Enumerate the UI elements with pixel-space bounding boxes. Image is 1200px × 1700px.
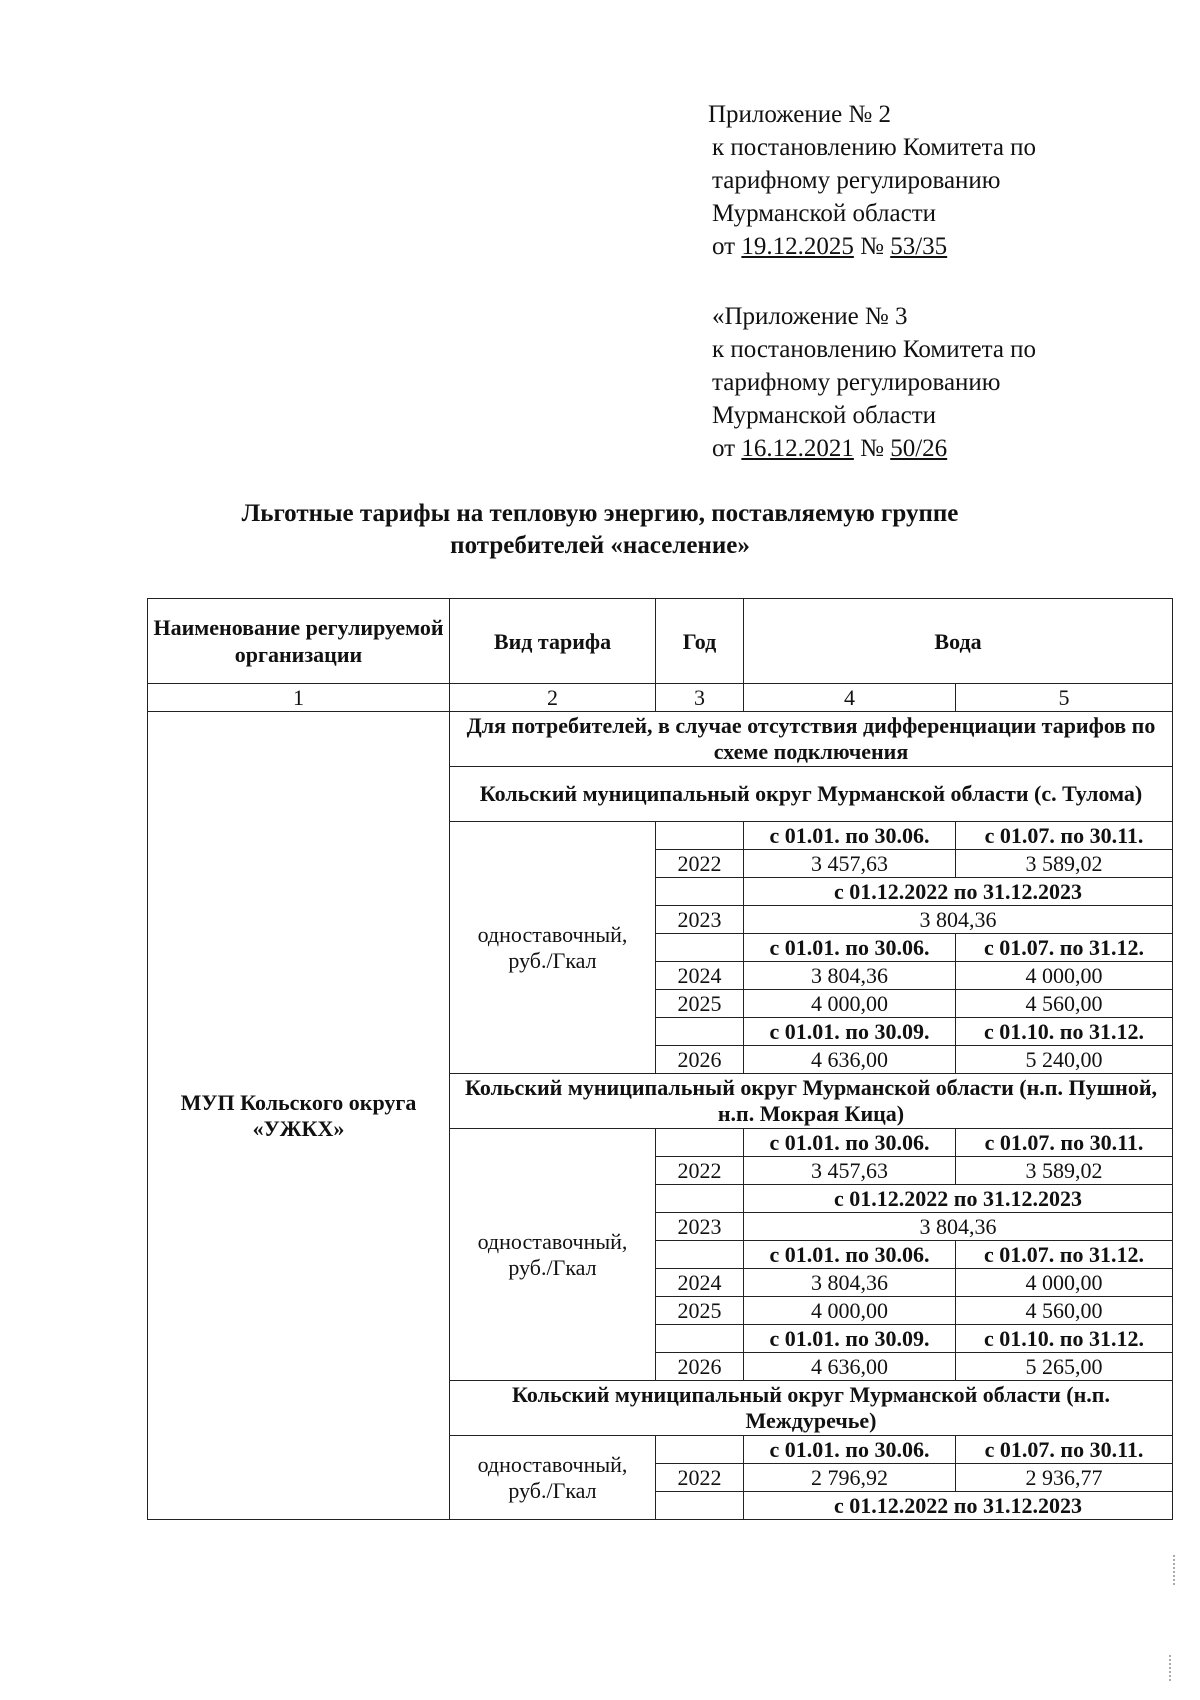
section-title: Кольский муниципальный округ Мурманской области (с. Тулома): [450, 767, 1173, 822]
document-title: Льготные тарифы на тепловую энергию, поставляемую группе потребителей «население»: [241, 500, 959, 559]
year-cell: 2022: [656, 1157, 744, 1185]
appendix-3-line2: к постановлению Комитета по: [712, 336, 1037, 363]
value-cell: 4 000,00: [744, 990, 956, 1018]
value-cell: 4 000,00: [956, 962, 1173, 990]
tariff-kind: одноставочный, руб./Гкал: [450, 1129, 656, 1381]
year-cell: 2023: [656, 906, 744, 934]
value-cell: 3 804,36: [744, 962, 956, 990]
value-cell: 3 457,63: [744, 850, 956, 878]
period-label: с 01.07. по 30.11.: [956, 822, 1173, 850]
appendix-3-line4: Мурманской области: [712, 402, 937, 429]
year-cell: 2024: [656, 962, 744, 990]
value-cell: 4 636,00: [744, 1046, 956, 1074]
scan-mark: [1173, 1555, 1178, 1585]
period-label: с 01.07. по 31.12.: [956, 1241, 1173, 1269]
value-cell: 5 240,00: [956, 1046, 1173, 1074]
year-cell: 2022: [656, 1464, 744, 1492]
appendix-3-line3: тарифному регулированию: [712, 369, 1001, 396]
tariff-kind: одноставочный, руб./Гкал: [450, 1436, 656, 1520]
tariff-table: [147, 598, 1173, 1520]
column-number-row: 1 2 3 4 5: [148, 684, 1173, 712]
section-title: Кольский муниципальный округ Мурманской области (н.п. Междуречье): [450, 1381, 1173, 1436]
period-label: с 01.01. по 30.06.: [744, 822, 956, 850]
tariff-kind: одноставочный, руб./Гкал: [450, 822, 656, 1074]
year-cell: 2023: [656, 1213, 744, 1241]
value-cell: 4 560,00: [956, 990, 1173, 1018]
general-note: Для потребителей, в случае отсутствия дифференциации тарифов по схеме подключения: [450, 712, 1173, 767]
header-org: Наименование регулируемой организации: [148, 599, 450, 684]
year-cell: 2024: [656, 1269, 744, 1297]
period-label: с 01.01. по 30.09.: [744, 1018, 956, 1046]
header-year: Год: [656, 599, 744, 684]
period-label: с 01.12.2022 по 31.12.2023: [744, 1185, 1173, 1213]
header-tariff-type: Вид тарифа: [450, 599, 656, 684]
period-label: с 01.07. по 30.11.: [956, 1129, 1173, 1157]
value-cell: 3 804,36: [744, 1269, 956, 1297]
header-water: Вода: [744, 599, 1173, 684]
value-cell: 4 000,00: [744, 1297, 956, 1325]
value-cell: 3 804,36: [744, 906, 1173, 934]
period-label: с 01.01. по 30.06.: [744, 1436, 956, 1464]
appendix-2-date-line: от 19.12.2025 № 53/35: [712, 233, 948, 260]
appendix-2-line4: Мурманской области: [712, 200, 937, 227]
scan-mark: [1169, 1655, 1174, 1681]
value-cell: 4 000,00: [956, 1269, 1173, 1297]
value-cell: 2 936,77: [956, 1464, 1173, 1492]
period-label: с 01.01. по 30.06.: [744, 1129, 956, 1157]
appendix-2-title: Приложение № 2: [708, 101, 892, 128]
period-label: с 01.07. по 30.11.: [956, 1436, 1173, 1464]
appendix-2-block: [708, 98, 1037, 263]
value-cell: 3 589,02: [956, 1157, 1173, 1185]
year-cell: 2026: [656, 1353, 744, 1381]
value-cell: 4 560,00: [956, 1297, 1173, 1325]
value-cell: 3 589,02: [956, 850, 1173, 878]
appendix-2-line2: к постановлению Комитета по: [712, 134, 1037, 161]
table-header-row: [148, 599, 1173, 684]
value-cell: 3 457,63: [744, 1157, 956, 1185]
period-label: с 01.10. по 31.12.: [956, 1325, 1173, 1353]
appendix-3-number: 50/26: [890, 435, 948, 462]
year-cell: 2025: [656, 1297, 744, 1325]
value-cell: 5 265,00: [956, 1353, 1173, 1381]
period-label: с 01.10. по 31.12.: [956, 1018, 1173, 1046]
appendix-3-date: 16.12.2021: [741, 435, 854, 462]
year-cell: 2026: [656, 1046, 744, 1074]
period-label: с 01.01. по 30.06.: [744, 934, 956, 962]
period-label: с 01.12.2022 по 31.12.2023: [744, 1492, 1173, 1520]
section-title: Кольский муниципальный округ Мурманской области (н.п. Пушной, н.п. Мокрая Кица): [450, 1074, 1173, 1129]
value-cell: 4 636,00: [744, 1353, 956, 1381]
year-cell: 2025: [656, 990, 744, 1018]
appendix-2-date: 19.12.2025: [741, 233, 854, 260]
period-label: с 01.07. по 31.12.: [956, 934, 1173, 962]
appendix-3-title: «Приложение № 3: [712, 303, 908, 330]
period-label: с 01.01. по 30.06.: [744, 1241, 956, 1269]
appendix-3-date-line: от 16.12.2021 № 50/26: [712, 435, 948, 462]
value-cell: 2 796,92: [744, 1464, 956, 1492]
appendix-2-number: 53/35: [890, 233, 948, 260]
organization-name: МУП Кольского округа «УЖКХ»: [148, 712, 450, 1520]
year-cell: 2022: [656, 850, 744, 878]
appendix-3-block: [712, 300, 1036, 465]
value-cell: 3 804,36: [744, 1213, 1173, 1241]
appendix-2-line3: тарифному регулированию: [712, 167, 1001, 194]
table-row: [148, 712, 1173, 767]
period-label: с 01.01. по 30.09.: [744, 1325, 956, 1353]
period-label: с 01.12.2022 по 31.12.2023: [744, 878, 1173, 906]
